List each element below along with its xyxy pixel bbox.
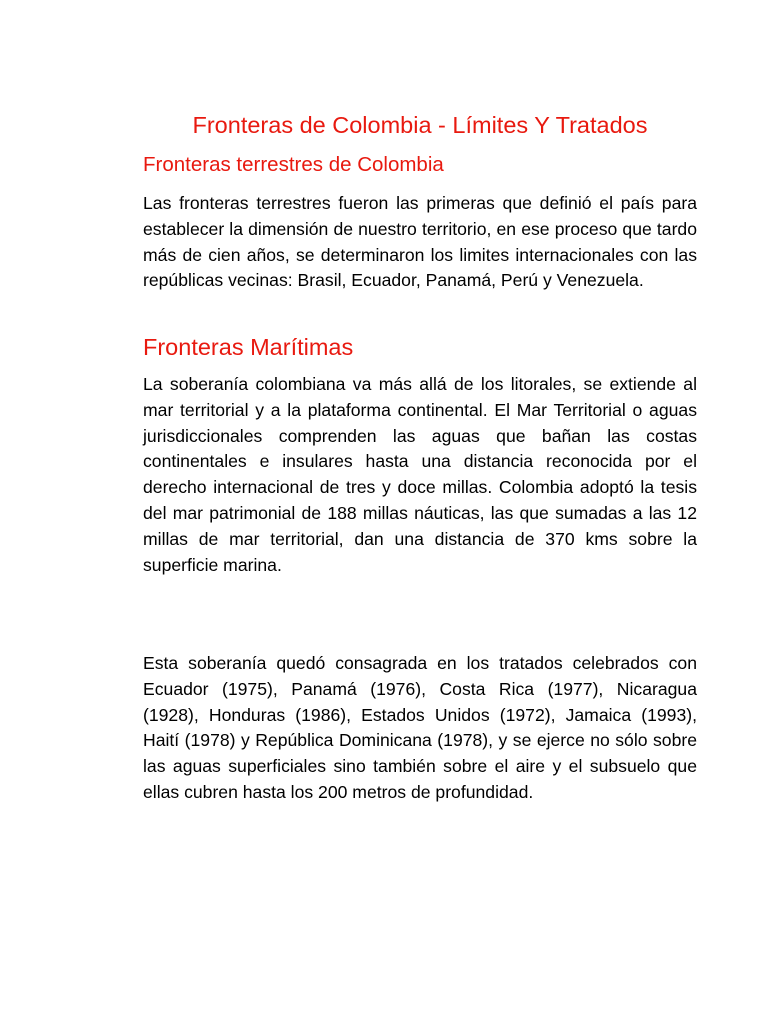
- section-heading-maritime-borders: Fronteras Marítimas: [143, 334, 354, 360]
- paragraph-maritime-treaties: Esta soberanía quedó consagrada en los tratados celebrados con Ecuador (1975), Panamá (1976), Costa Rica (1977), Nicaragua (1928), Honduras (1986), Estados Unidos (1972), Jamaica (1993), Haití (1978) y República Dominicana (1978), y se ejerce no sólo sobre las aguas superficiales sino también sobre el aire y el subsuelo que ellas cubren hasta los 200 metros de profundidad.: [143, 653, 697, 802]
- page-title: Fronteras de Colombia - Límites Y Tratados: [192, 112, 648, 138]
- paragraph-land-borders: Las fronteras terrestres fueron las primeras que definió el país para establecer la dimensión de nuestro territorio, en ese proceso que tardo más de cien años, se determinaron los limites internacionales con las repúblicas vecinas: Brasil, Ecuador, Panamá, Perú y Venezuela.: [143, 193, 697, 291]
- section-heading-land-borders: Fronteras terrestres de Colombia: [143, 153, 444, 176]
- paragraph-maritime-sovereignty: La soberanía colombiana va más allá de los litorales, se extiende al mar territorial y a la plataforma continental. El Mar Territorial o aguas jurisdiccionales comprenden las aguas que bañan las costas continentales e insulares hasta una distancia reconocida por el derecho internacional de tres y doce millas. Colombia adoptó la tesis del mar patrimonial de 188 millas náuticas, las que sumadas a las 12 millas de mar territorial, dan una distancia de 370 kms sobre la superficie marina.: [143, 374, 697, 575]
